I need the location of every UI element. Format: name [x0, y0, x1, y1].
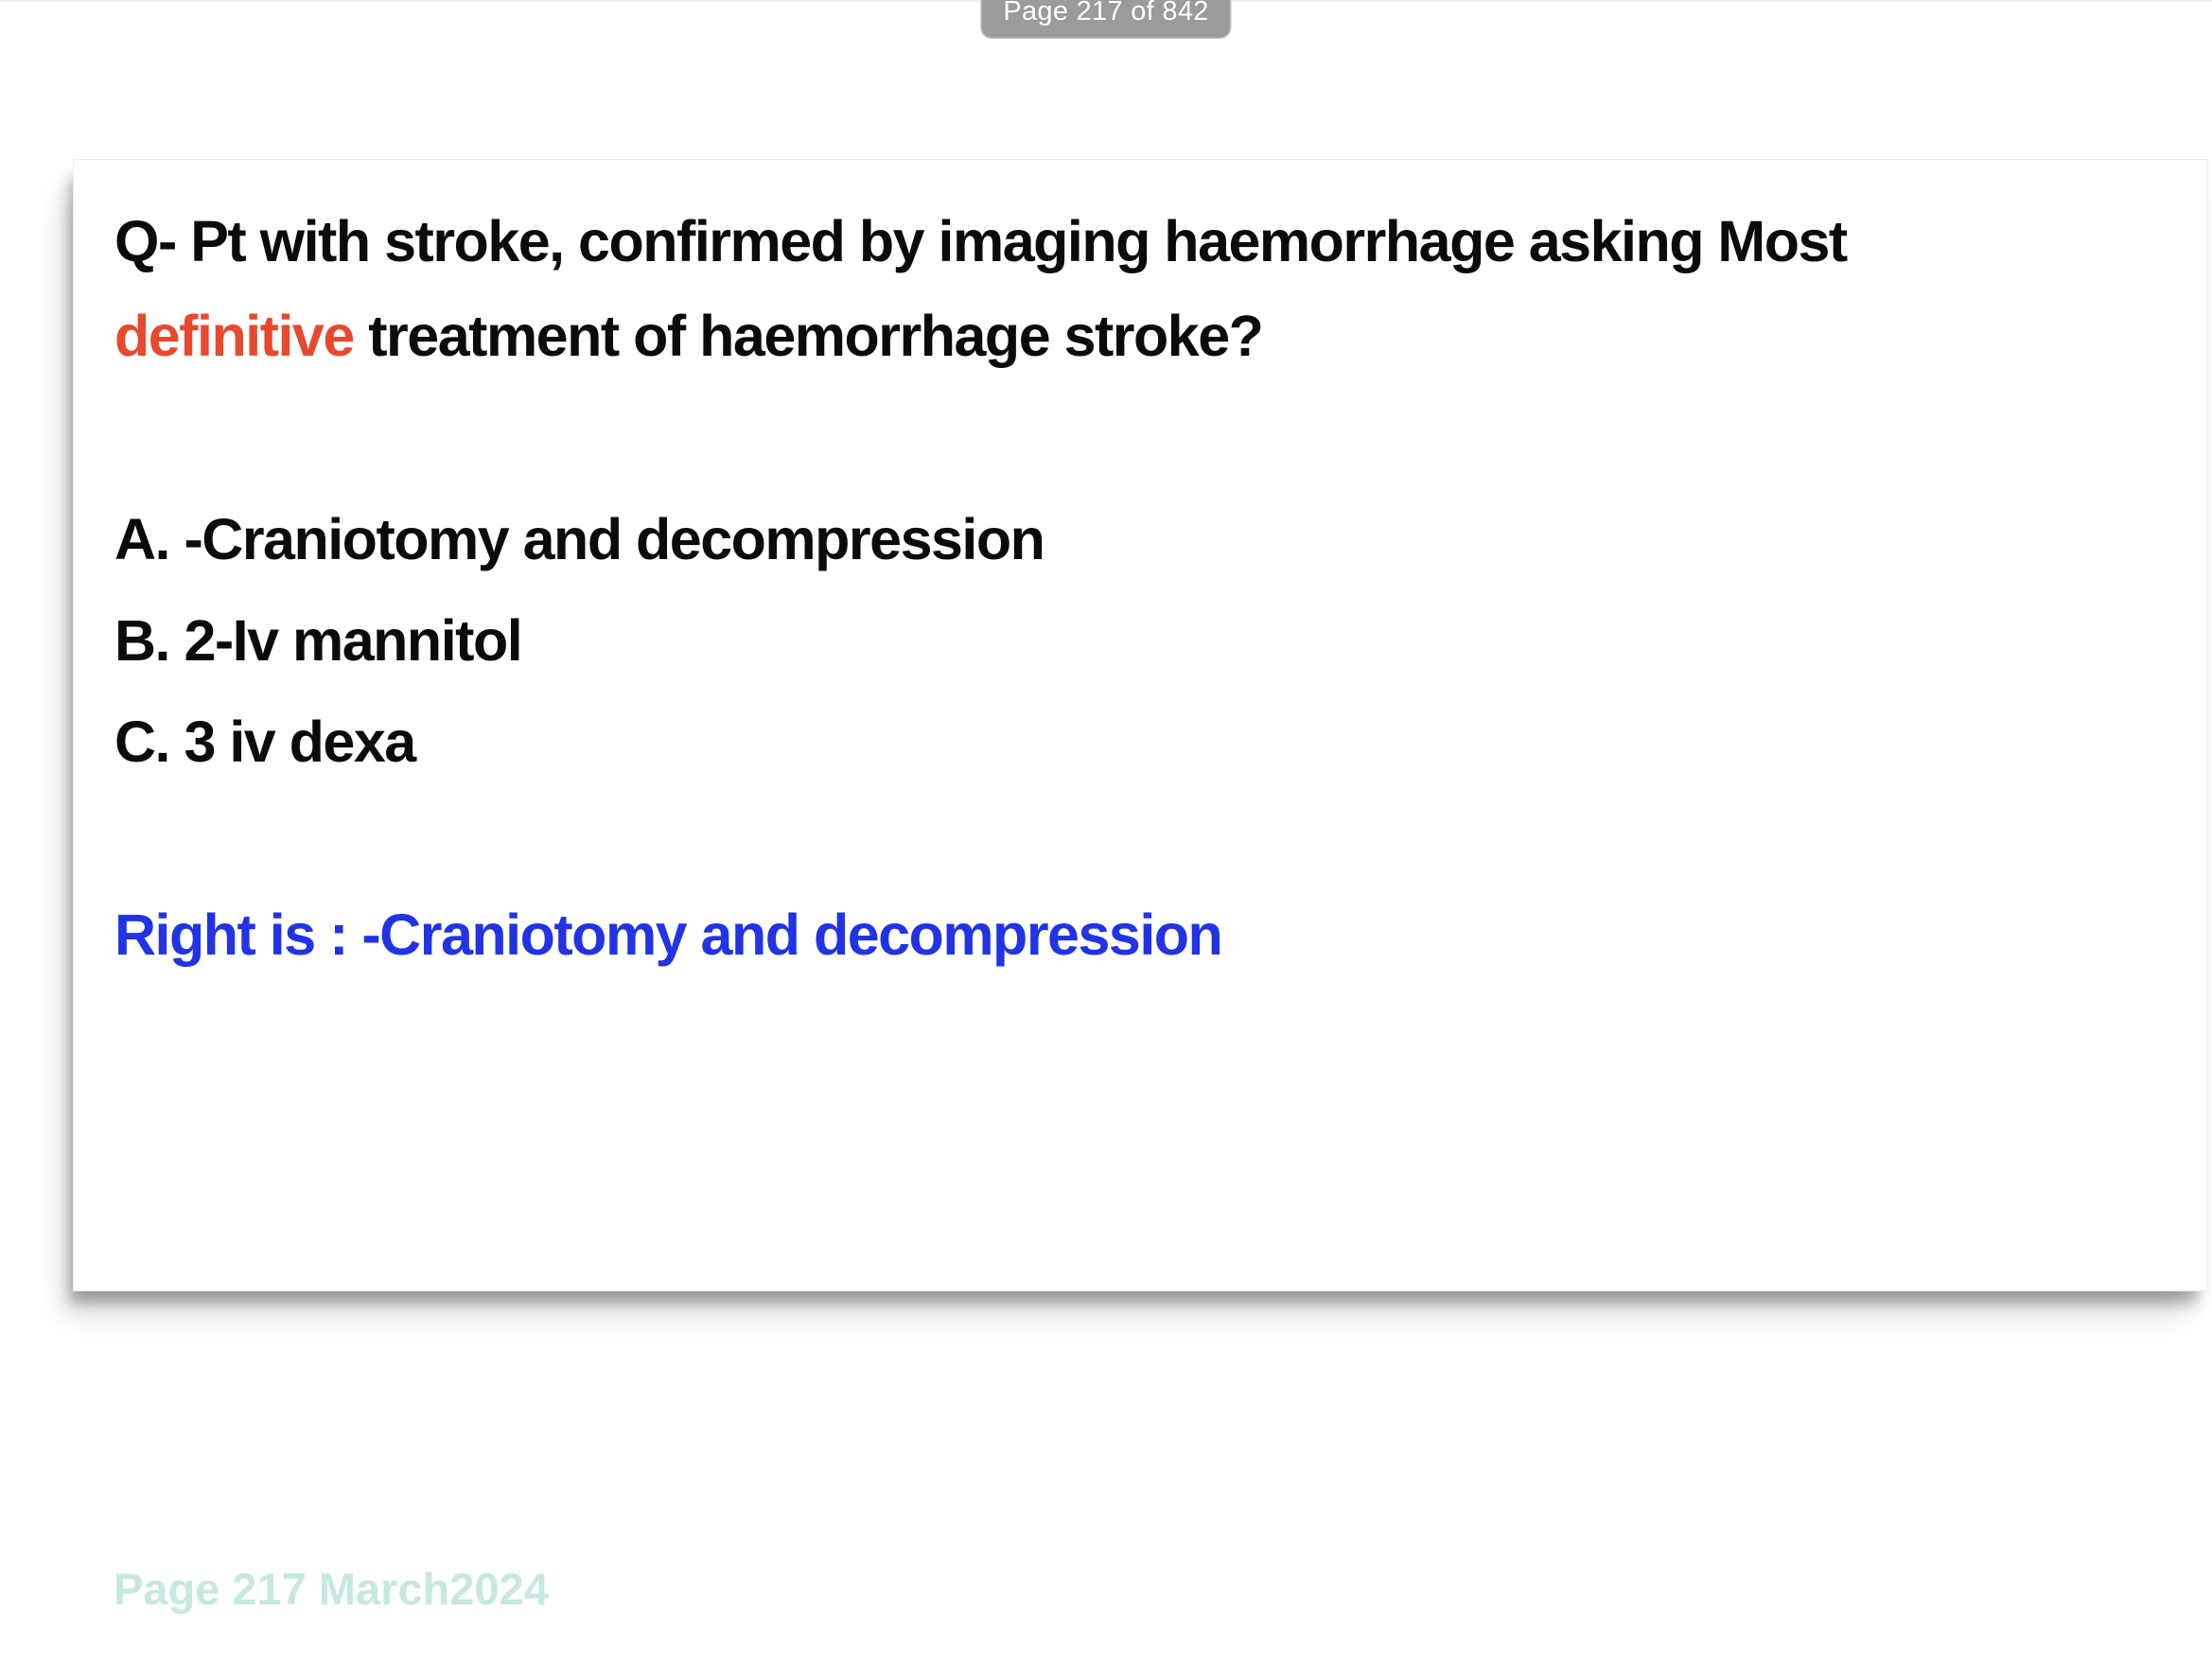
question-line-2 — [114, 289, 2166, 383]
option-b: B. 2-Iv mannitol — [114, 608, 522, 673]
document-page-card — [73, 159, 2208, 1291]
question-line-1: Q- Pt with stroke, confirmed by imaging haemorrhage asking Most — [114, 209, 1847, 273]
page-indicator-badge — [980, 0, 1231, 39]
correct-answer-text: Right is : -Craniotomy and decompression — [114, 903, 1222, 967]
question-block — [114, 194, 2166, 383]
options-list — [114, 489, 2166, 793]
page-footer-label: Page 217 March2024 — [114, 1564, 549, 1614]
option-c: C. 3 iv dexa — [114, 710, 415, 774]
question-line-2-rest: treatment of haemorrhage stroke? — [353, 304, 1263, 368]
option-a: A. -Craniotomy and decompression — [114, 507, 1045, 571]
page-indicator-label: Page 217 of 842 — [1003, 0, 1209, 26]
question-highlight-word: definitive — [114, 304, 354, 368]
